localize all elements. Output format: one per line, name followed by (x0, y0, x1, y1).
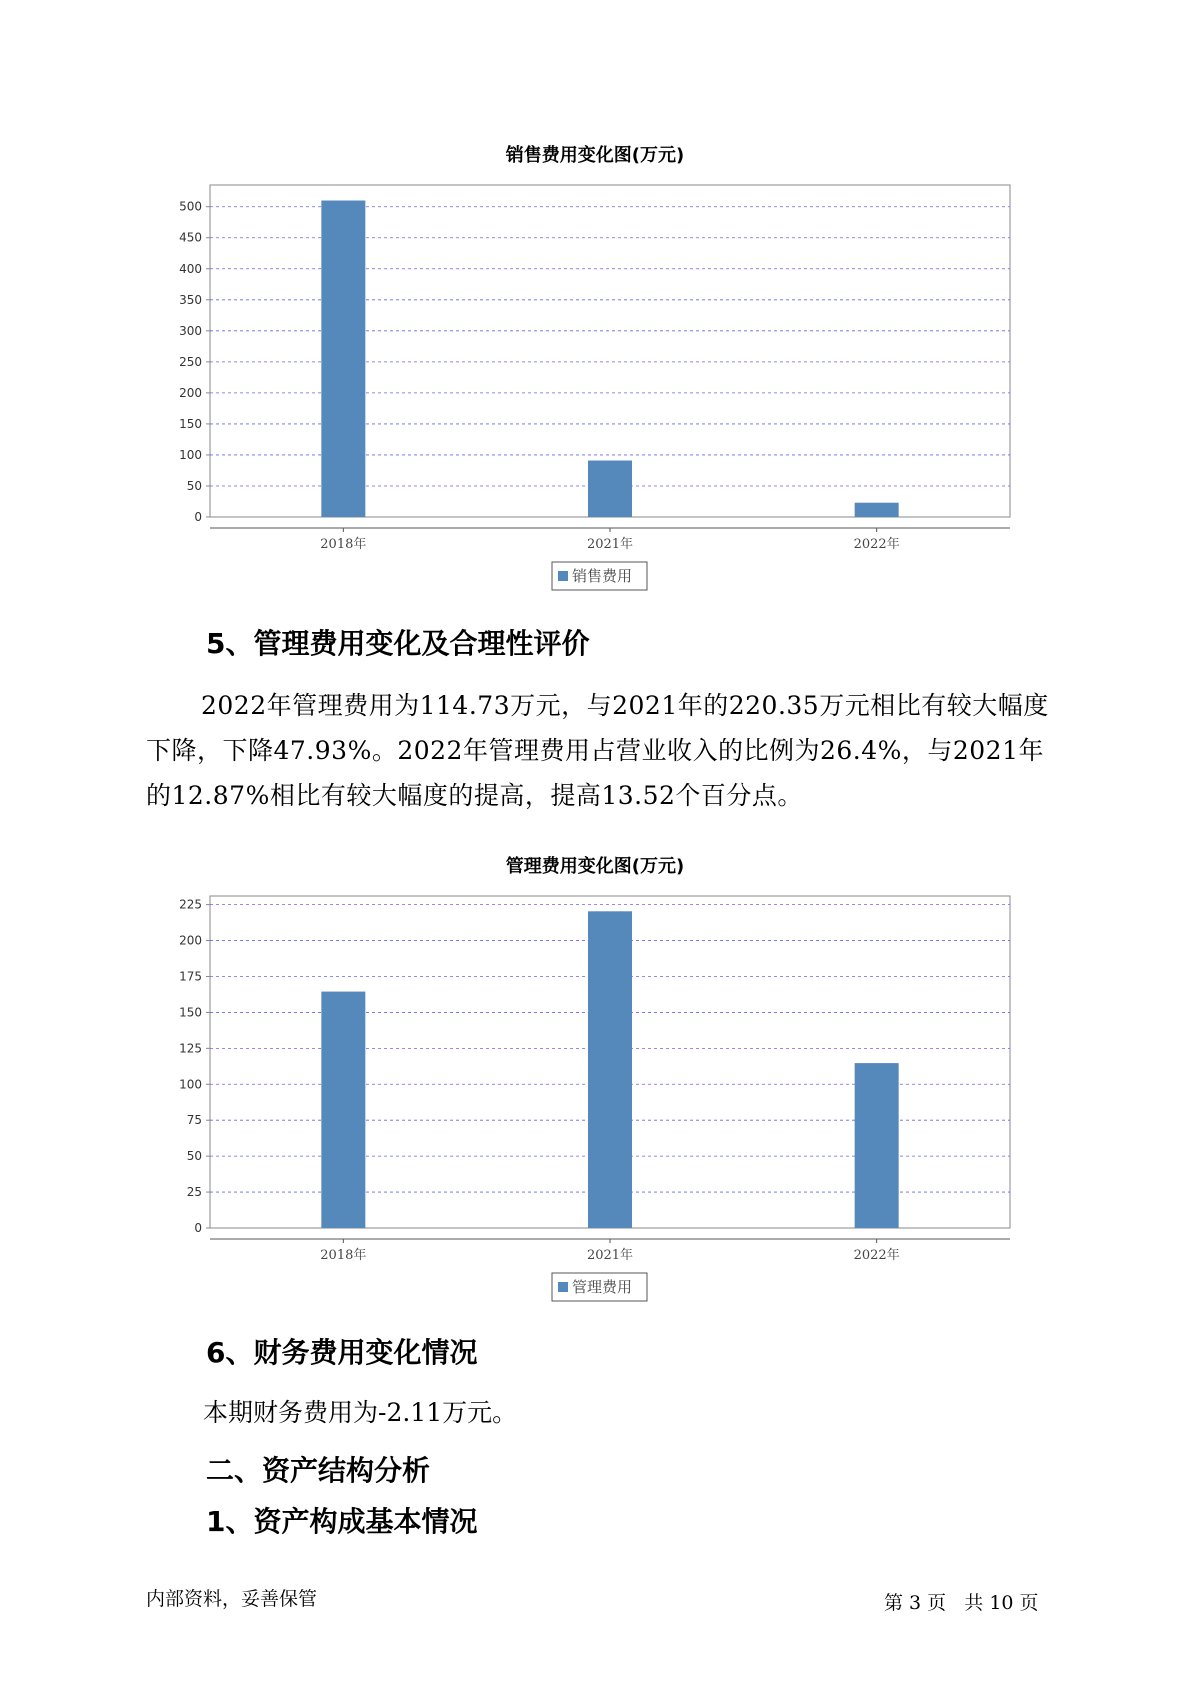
x-category-label: 2018年 (320, 1248, 367, 1263)
legend (552, 1273, 647, 1301)
y-tick-label: 0 (194, 1221, 202, 1235)
y-tick-label: 200 (179, 933, 202, 948)
legend (552, 562, 647, 590)
y-tick-label: 50 (186, 478, 202, 493)
y-tick-label: 250 (179, 354, 202, 369)
y-tick-label: 125 (179, 1041, 202, 1056)
y-tick-label: 50 (186, 1149, 202, 1164)
x-category-label: 2021年 (586, 1248, 634, 1263)
y-tick-label: 450 (179, 230, 202, 245)
y-tick-label: 400 (179, 261, 202, 276)
bar (321, 201, 365, 517)
y-tick-label: 175 (179, 969, 202, 984)
sales-expense-chart (0, 135, 1191, 595)
footer-page-number: 第 3 页 共 10 页 (884, 1592, 1039, 1614)
chart-title: 管理费用变化图(万元) (505, 856, 685, 877)
section-6-paragraph: 本期财务费用为-2.11万元。 (203, 1398, 518, 1427)
chart-title: 销售费用变化图(万元) (505, 145, 685, 166)
x-category-label: 2022年 (853, 537, 900, 552)
section-6-heading: 6、财务费用变化情况 (206, 1336, 478, 1369)
legend-swatch (558, 1282, 568, 1292)
admin-expense-chart-svg (0, 846, 1191, 1306)
y-tick-label: 225 (179, 897, 202, 912)
bar (321, 992, 365, 1228)
y-tick-label: 100 (179, 1077, 202, 1092)
sales-expense-chart-svg (0, 135, 1191, 595)
y-tick-label: 150 (179, 416, 202, 431)
x-category-label: 2021年 (586, 537, 634, 552)
y-tick-label: 500 (179, 199, 202, 214)
section-5-paragraph: 2022年管理费用为114.73万元，与2021年的220.35万元相比有较大幅度下降，下降47.93%。2022年管理费用占营业收入的比例为26.4%，与2021年的12.87%相比有较大幅度的提高，提高13.52个百分点。 (146, 691, 1049, 810)
legend-swatch (558, 571, 568, 581)
y-tick-label: 300 (179, 323, 202, 338)
y-tick-label: 350 (179, 292, 202, 307)
part-2-sub-heading: 1、资产构成基本情况 (206, 1505, 478, 1538)
bar (588, 911, 632, 1228)
bar (855, 1063, 899, 1228)
footer-confidential-note: 内部资料，妥善保管 (146, 1588, 318, 1610)
admin-expense-chart (0, 846, 1191, 1306)
x-category-label: 2022年 (853, 1248, 900, 1263)
bar (855, 503, 899, 517)
section-5-heading: 5、管理费用变化及合理性评价 (206, 627, 590, 660)
bar (588, 461, 632, 517)
y-tick-label: 25 (186, 1185, 202, 1200)
x-category-label: 2018年 (320, 537, 367, 552)
legend-label: 销售费用 (572, 567, 633, 585)
y-tick-label: 100 (179, 447, 202, 462)
y-tick-label: 150 (179, 1005, 202, 1020)
y-tick-label: 200 (179, 385, 202, 400)
legend-label: 管理费用 (572, 1278, 633, 1296)
y-tick-label: 75 (186, 1113, 202, 1128)
part-2-heading: 二、资产结构分析 (206, 1454, 431, 1487)
y-tick-label: 0 (194, 510, 202, 524)
